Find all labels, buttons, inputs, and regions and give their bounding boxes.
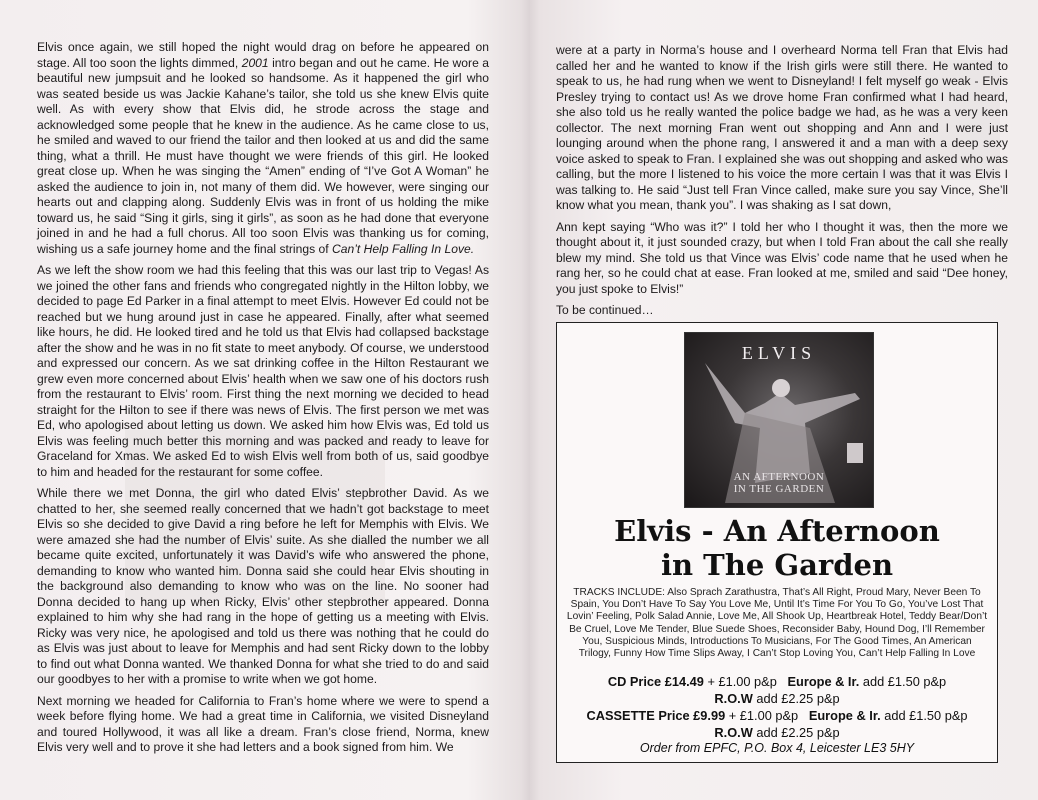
ad-title-line: Elvis - An Afternoon bbox=[614, 514, 940, 548]
song-title: Can’t Help Falling In Love. bbox=[332, 241, 475, 256]
region-label: R.O.W bbox=[714, 725, 753, 740]
postage: add £2.25 p&p bbox=[756, 691, 840, 706]
album-advertisement bbox=[556, 322, 998, 763]
paragraph: were at a party in Norma’s house and I overheard Norma tell Fran that Elvis had called her and he wanted to know if the Irish girls were still there. He wanted to speak to us, he had rung when we went to Disneyland! I felt myself go weak - Elvis Presley trying to contact us! As we drove home Fran confirmed what I had heard, she also told us he really wanted the police badge we had, as he was a very keen collector. The next morning Fran went out shopping and Ann and I were just lounging around when the phone rang, I answered it and a man with a deep sexy voice asked to speak to Fran. I explained she was out shopping and asked who was calling, but the more I listened to his voice the more certain I was that it was Elvis I was talking to. He said “Just tell Fran Vince called, make sure you say Vince, She’ll know what you mean, thank you”. I was shaking as I sat down, bbox=[556, 43, 1008, 212]
cover-subtitle bbox=[685, 471, 873, 495]
order-address: Order from EPFC, P.O. Box 4, Leicester LE3 5HY bbox=[639, 741, 915, 755]
ad-title bbox=[557, 514, 997, 582]
text-run: intro began and out he came. He wore a beautiful new jumpsuit and he looked so handsome. As it happened the girl who was seated beside us was Jackie Kahane’s tailor, she told us she knew Elvis quite well. As with every show that Elvis did, he strode across the stage and acknowledged some people that he knew in the audience. As he came close to us, he smiled and waved to our friend the tailor and then looked at us and did the same thing, what a thrill. He must have thought we were friends of this girl. He looked great close up. When he was singing the “Amen” ending of “I’ve Got A Woman” he asked the audience to join in, not many of them did. We however, were singing our hearts out and clapping along. Suddenly Elvis was in front of us holding the mike toward us, he said “Sing it girls, sing it girls”, as soon as he had done that everyone joined in and he had a full chorus. All too soon Elvis was thanking us for coming, wishing us a safe journey home and the final strings of bbox=[37, 55, 489, 256]
postage: add £1.50 p&p bbox=[862, 674, 947, 689]
price-list bbox=[563, 673, 991, 741]
postage: add £1.50 p&p bbox=[884, 708, 968, 723]
cover-subtitle-line: IN THE GARDEN bbox=[733, 483, 825, 495]
paragraph: Ann kept saying “Who was it?” I told her who I thought it was, then the more we thought about it, it just sounded crazy, but when I told Fran about the call she really blew my mind. She told us that Vince was Elvis’ code name that he used when he rang her, so he could chat at ease. Fran looked at me, smiled and said “Dee honey, you just spoke to Elvis!” bbox=[556, 219, 1008, 296]
cassette-price: CASSETTE Price £9.99 bbox=[586, 708, 726, 723]
postage: + £1.00 p&p bbox=[707, 674, 777, 689]
paragraph: To be continued… bbox=[556, 303, 654, 317]
paragraph: While there we met Donna, the girl who dated Elvis’ stepbrother David. As we chatted to her, she seemed really concerned that we hadn’t got backstage to meet Elvis so she decided to give David a ring before he left for Memphis with Elvis. We were amazed she had the number of Elvis’ suite. As she dialled the number we all became quite excited, unfortunately it was David’s wife who answered the phone, demanding to know who wanted him. Donna said she could hear Elvis shouting in the background also demanding to know who was on the line. No sooner had Donna decided to hang up when Ricky, Elvis’ other stepbrother appeared. Donna explained to him why she had rang in the hope of getting us a meeting with Elvis. Ricky was very nice, he apologised and told us there was nothing that he could do as Elvis was just about to leave for Memphis and had sent Ricky down to the lobby to find out what Donna wanted. We thanked Donna for what she tried to do and said our goodbyes to her with a promise to write when we got home. bbox=[37, 486, 489, 686]
paragraph bbox=[37, 40, 489, 257]
paragraph: As we left the show room we had this feeling that this was our last trip to Vegas! As we joined the other fans and friends who congregated nightly in the Hilton lobby, we decided to page Ed Parker in a final attempt to meet Elvis. However Ed could not be reached but we hung around just in case he appeared. Finally, after what seemed like hours, he did. He looked tired and he told us that Elvis had collapsed backstage after the show and he was in no fit state to meet anybody. Of course, we understood and expressed our concern. As we sat drinking coffee in the Hilton Restaurant we grew even more concerned about Elvis’ health when we saw one of his doctors rush from the restaurant to Elvis’ room. First thing the next morning we decided to head straight for the Hilton to see if there was news of Elvis. The first person we met was Ed, who apologised about letting us down. We asked him how Elvis was, Ed told us Elvis was feeling much better this morning and was packed and ready to leave for Graceland for Xmas. We asked Ed to wish Elvis well from both of us, said goodbye to him and headed for the restaurant for some coffee. bbox=[37, 263, 489, 479]
region-label: Europe & Ir. bbox=[808, 708, 881, 723]
postage: + £1.00 p&p bbox=[728, 708, 799, 723]
ad-title-line: in The Garden bbox=[660, 548, 894, 582]
text-run: 2001 bbox=[241, 55, 269, 70]
region-label: Europe & Ir. bbox=[787, 674, 860, 689]
region-label: R.O.W bbox=[714, 691, 753, 706]
album-cover-image bbox=[684, 332, 874, 508]
cd-price: CD Price £14.49 bbox=[607, 674, 704, 689]
text-run: Elvis once again, we still hoped the night would drag on before he appeared on stage. All too soon the lights dimmed, bbox=[37, 40, 489, 70]
postage: add £2.25 p&p bbox=[756, 725, 840, 740]
cover-title: ELVIS bbox=[741, 343, 817, 363]
cover-subtitle-line: AN AFTERNOON bbox=[733, 471, 825, 483]
paragraph: Next morning we headed for California to Fran’s home where we were to spend a week before flying home. We had a great time in California, we visited Disneyland and toured Hollywood, it was all like a dream. Fran’s close friend, Norma, knew Elvis very well and to prove it she had letters and a book signed from him. We bbox=[37, 693, 489, 754]
track-list: TRACKS INCLUDE: Also Sprach Zarathustra, That’s All Right, Proud Mary, Never Been To Spain, You Don’t Have To Say You Love Me, Until It’s Time For You To Go, You’ve Lost That Lovin’ Feeling, Polk Salad Annie, Love Me, All Shook Up, Heartbreak Hotel, Teddy Bear/Don’t Be Cruel, Love Me Tender, Blue Suede Shoes, Reconsider Baby, Hound Dog, I’ll Remember You, Suspicious Minds, Introductions To Musicians, For The Good Times, An American Trilogy, Funny How Time Slips Away, I Can’t Stop Loving You, Can’t Help Falling In Love bbox=[566, 587, 988, 660]
